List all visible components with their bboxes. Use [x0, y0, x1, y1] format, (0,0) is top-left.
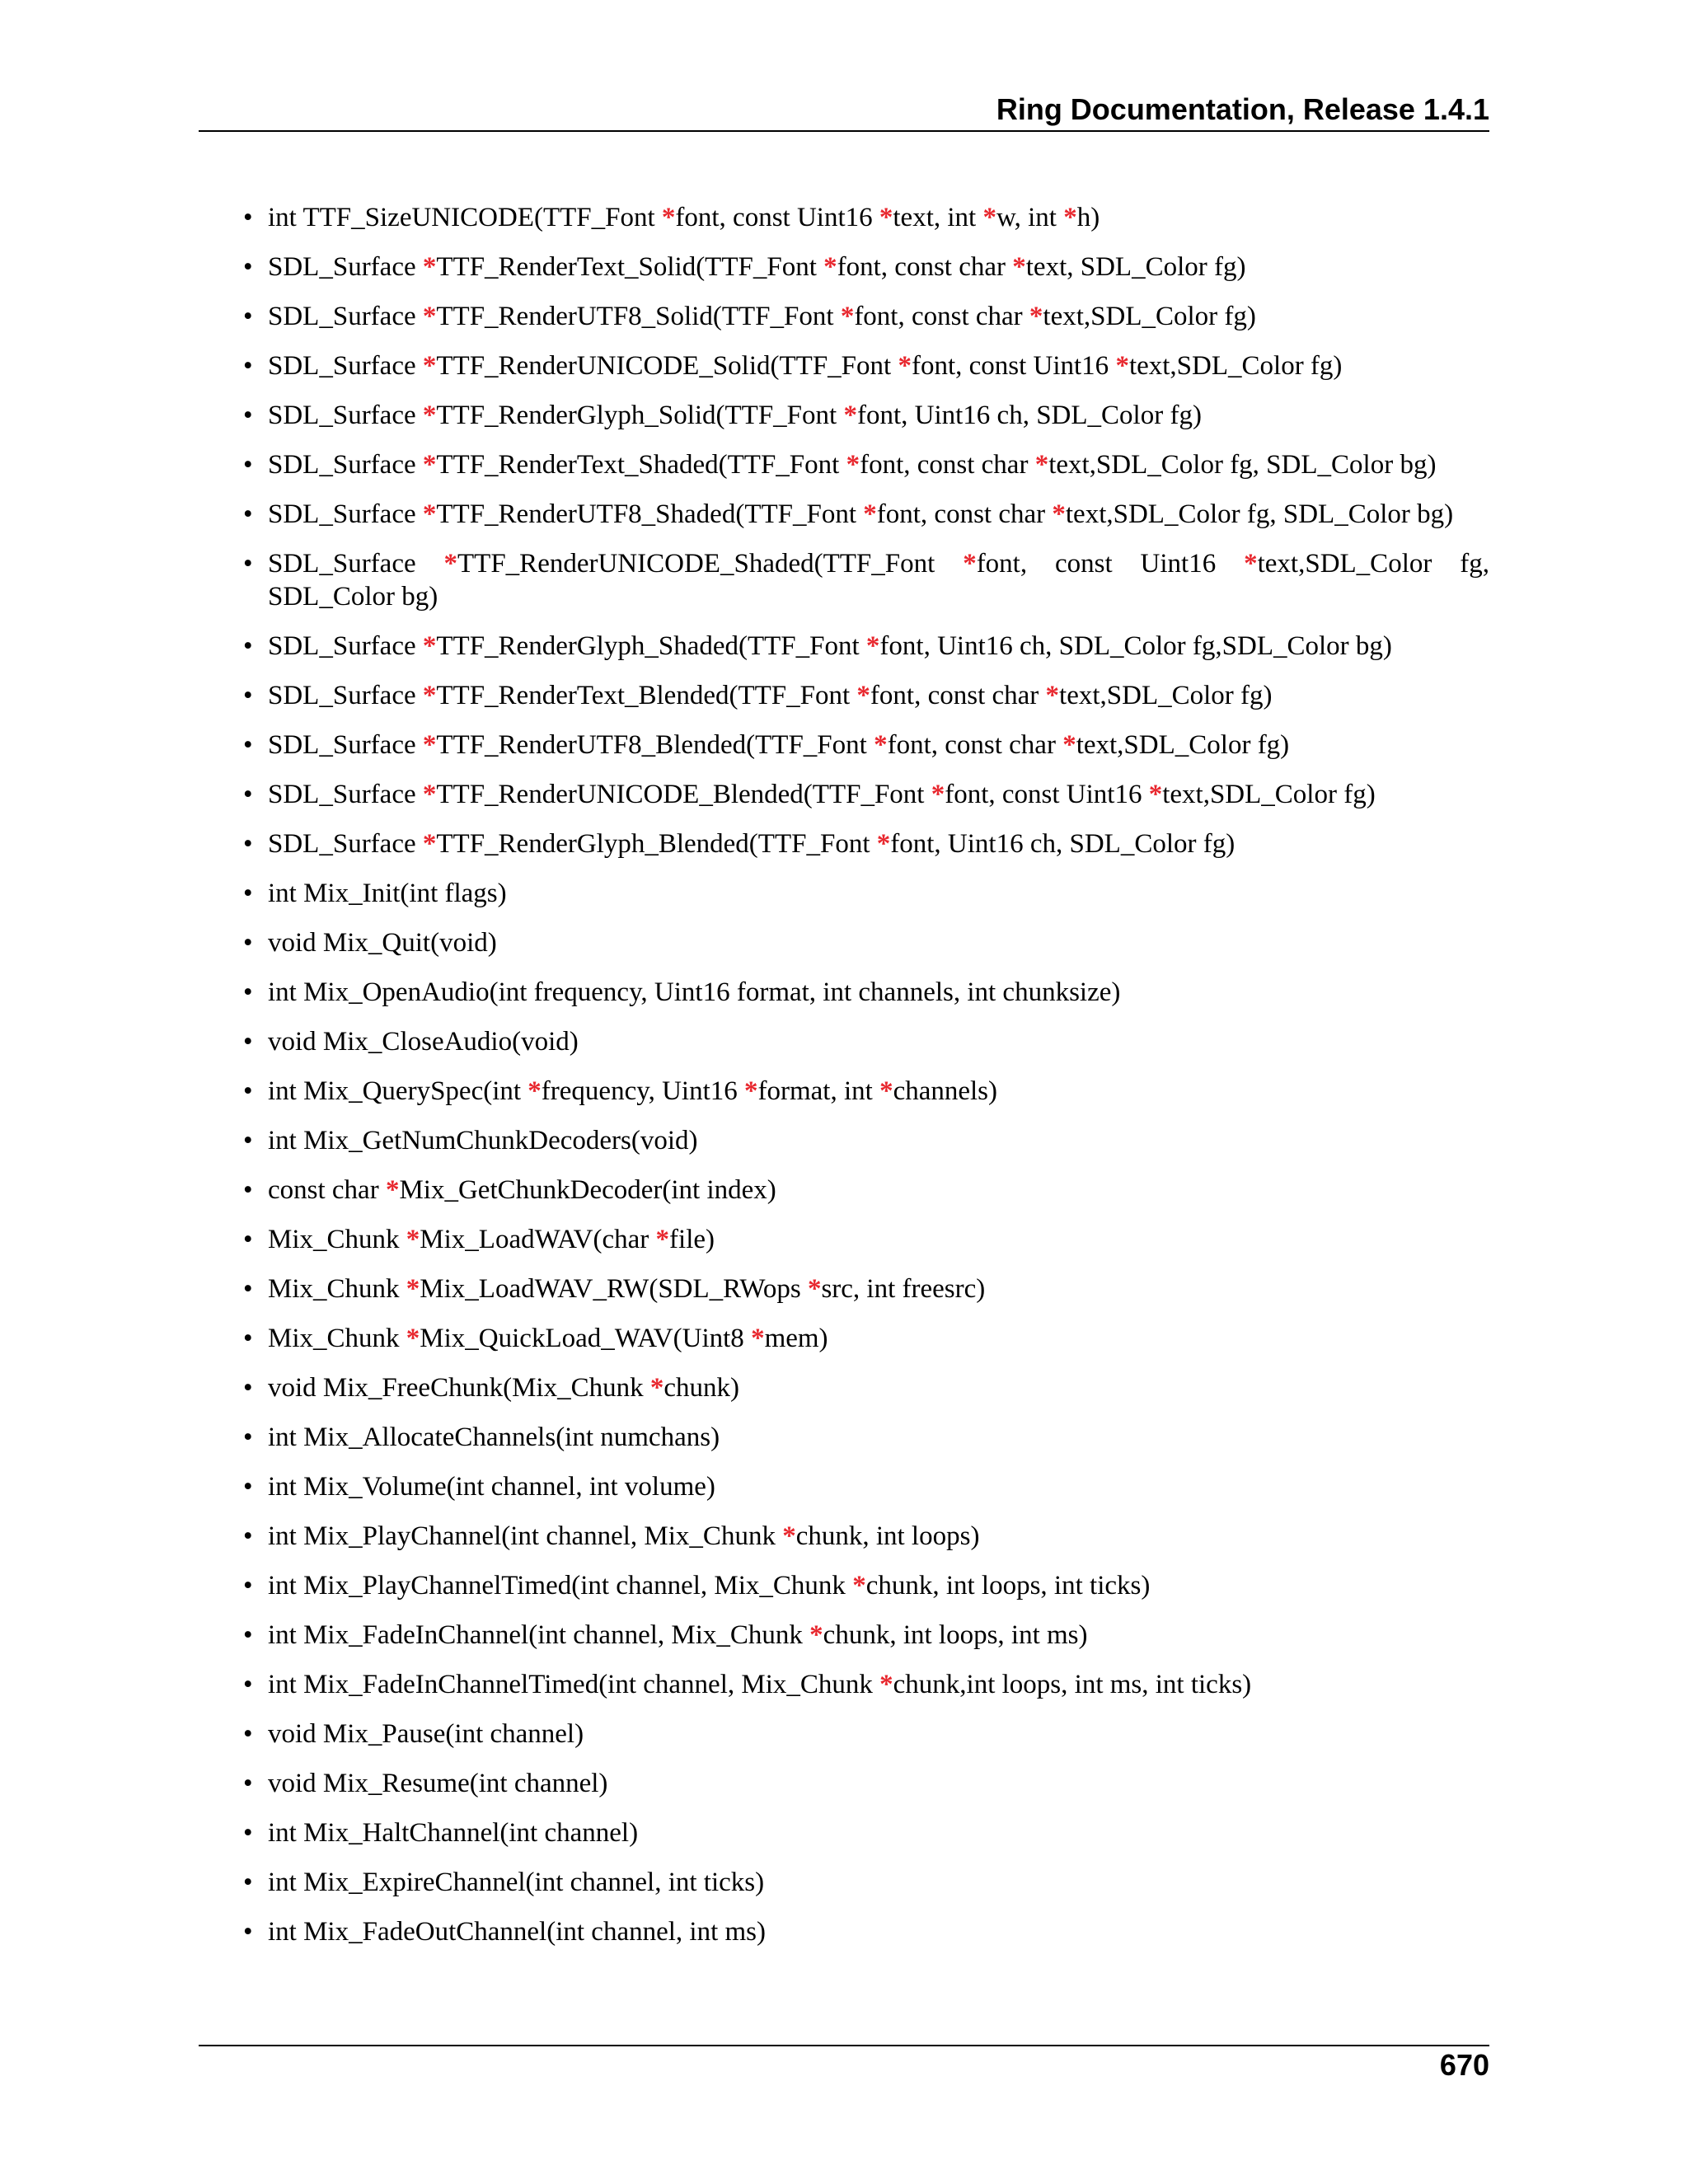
- function-signature-item: • Mix_Chunk *Mix_LoadWAV(char *file): [243, 1223, 1489, 1256]
- function-signature-item: • void Mix_Quit(void): [243, 926, 1489, 959]
- function-signature-item: • int Mix_ExpireChannel(int channel, int ticks): [243, 1866, 1489, 1899]
- page-header-title: Ring Documentation, Release 1.4.1: [996, 92, 1489, 126]
- function-signature-item: • int Mix_GetNumChunkDecoders(void): [243, 1124, 1489, 1157]
- function-signature-item: • int Mix_PlayChannelTimed(int channel, Mix_Chunk *chunk, int loops, int ticks): [243, 1569, 1489, 1602]
- function-signature-item: • int Mix_AllocateChannels(int numchans): [243, 1421, 1489, 1454]
- function-signature-item: • int TTF_SizeUNICODE(TTF_Font *font, const Uint16 *text, int *w, int *h): [243, 201, 1489, 234]
- function-signature-item: • SDL_Surface *TTF_RenderUTF8_Solid(TTF_Font *font, const char *text,SDL_Color fg): [243, 300, 1489, 333]
- function-signature-item: • SDL_Surface *TTF_RenderUNICODE_Solid(TTF_Font *font, const Uint16 *text,SDL_Color fg): [243, 349, 1489, 382]
- footer-divider: [199, 2045, 1489, 2046]
- function-signature-item: • Mix_Chunk *Mix_QuickLoad_WAV(Uint8 *mem): [243, 1322, 1489, 1355]
- page-number: 670: [1439, 2048, 1489, 2082]
- header-divider: [199, 130, 1489, 132]
- function-list: [243, 201, 1489, 1965]
- function-signature-item: • SDL_Surface *TTF_RenderUNICODE_Blended(TTF_Font *font, const Uint16 *text,SDL_Color fg): [243, 778, 1489, 811]
- function-signature-item: • int Mix_PlayChannel(int channel, Mix_Chunk *chunk, int loops): [243, 1520, 1489, 1553]
- function-signature-item: • SDL_Surface *TTF_RenderUNICODE_Shaded(TTF_Font *font, const Uint16 *text,SDL_Color fg, SDL_Color bg): [243, 547, 1489, 613]
- function-signature-item: • SDL_Surface *TTF_RenderGlyph_Blended(TTF_Font *font, Uint16 ch, SDL_Color fg): [243, 827, 1489, 860]
- function-signature-item: • SDL_Surface *TTF_RenderGlyph_Solid(TTF_Font *font, Uint16 ch, SDL_Color fg): [243, 399, 1489, 432]
- function-signature-item: • void Mix_Resume(int channel): [243, 1767, 1489, 1800]
- function-signature-item: • SDL_Surface *TTF_RenderUTF8_Blended(TTF_Font *font, const char *text,SDL_Color fg): [243, 729, 1489, 762]
- function-signature-item: • int Mix_FadeOutChannel(int channel, int ms): [243, 1915, 1489, 1948]
- function-signature-item: • int Mix_HaltChannel(int channel): [243, 1816, 1489, 1849]
- function-signature-item: • SDL_Surface *TTF_RenderText_Shaded(TTF_Font *font, const char *text,SDL_Color fg, SDL_Color bg): [243, 448, 1489, 481]
- function-signature-item: • int Mix_FadeInChannelTimed(int channel, Mix_Chunk *chunk,int loops, int ms, int ticks): [243, 1668, 1489, 1701]
- function-signature-item: • void Mix_FreeChunk(Mix_Chunk *chunk): [243, 1371, 1489, 1404]
- function-signature-item: • Mix_Chunk *Mix_LoadWAV_RW(SDL_RWops *src, int freesrc): [243, 1272, 1489, 1305]
- function-signature-item: • int Mix_FadeInChannel(int channel, Mix_Chunk *chunk, int loops, int ms): [243, 1619, 1489, 1652]
- function-signature-item: • int Mix_QuerySpec(int *frequency, Uint16 *format, int *channels): [243, 1075, 1489, 1108]
- function-signature-item: • SDL_Surface *TTF_RenderUTF8_Shaded(TTF_Font *font, const char *text,SDL_Color fg, SDL_Color bg): [243, 498, 1489, 531]
- function-signature-item: • SDL_Surface *TTF_RenderGlyph_Shaded(TTF_Font *font, Uint16 ch, SDL_Color fg,SDL_Color bg): [243, 630, 1489, 663]
- function-signature-item: • SDL_Surface *TTF_RenderText_Blended(TTF_Font *font, const char *text,SDL_Color fg): [243, 679, 1489, 712]
- function-signature-item: • SDL_Surface *TTF_RenderText_Solid(TTF_Font *font, const char *text, SDL_Color fg): [243, 251, 1489, 284]
- function-signature-item: • void Mix_CloseAudio(void): [243, 1025, 1489, 1058]
- function-signature-item: • void Mix_Pause(int channel): [243, 1718, 1489, 1750]
- function-signature-item: • int Mix_Init(int flags): [243, 877, 1489, 910]
- function-signature-item: • int Mix_OpenAudio(int frequency, Uint16 format, int channels, int chunksize): [243, 976, 1489, 1009]
- function-signature-item: • const char *Mix_GetChunkDecoder(int index): [243, 1174, 1489, 1207]
- function-signature-item: • int Mix_Volume(int channel, int volume): [243, 1470, 1489, 1503]
